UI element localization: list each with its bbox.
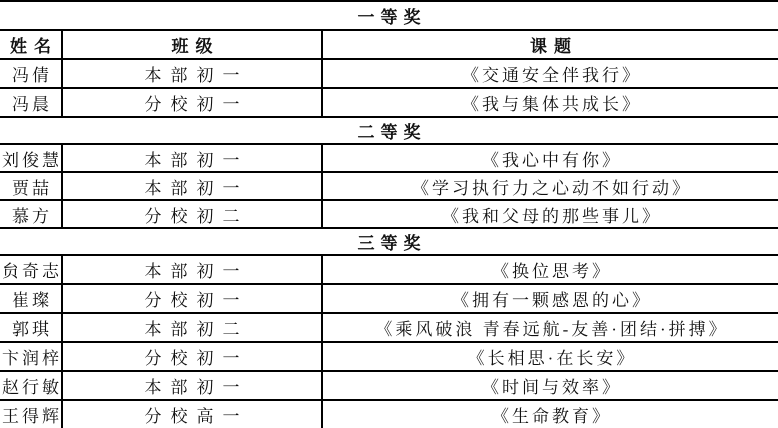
topic-cell: 《长相思·在长安》: [467, 349, 637, 368]
column-header-name: 姓名: [0, 31, 63, 58]
topic-cell: 《我心中有你》: [482, 150, 622, 170]
table-row: [0, 145, 778, 173]
class-cell: 本部初一: [63, 256, 323, 283]
topic-cell: 《生命教育》: [492, 407, 612, 426]
section-title-third-prize: 三等奖: [0, 229, 778, 256]
table-row: [0, 201, 778, 229]
topic-cell: 《我与集体共成长》: [462, 95, 642, 114]
class-cell: 分校初二: [63, 201, 323, 227]
name-cell: 卞润梓: [0, 343, 63, 370]
class-cell: 分校高一: [63, 401, 323, 428]
class-cell: 本部初一: [63, 372, 323, 399]
name-cell: 郭琪: [0, 314, 63, 341]
class-cell: 本部初一: [63, 145, 323, 171]
class-cell: 分校初一: [63, 285, 323, 312]
name-cell: 贾喆: [0, 173, 63, 199]
table-row: [0, 343, 778, 372]
topic-cell: 《我和父母的那些事儿》: [442, 206, 662, 226]
section-title-second-prize: 二等奖: [0, 118, 778, 145]
column-header-topic: 课题: [530, 37, 578, 56]
name-cell: 冯倩: [0, 60, 63, 87]
table-row: [0, 401, 778, 428]
name-cell: 崔璨: [0, 285, 63, 312]
topic-cell: 《交通安全伴我行》: [462, 66, 642, 85]
topic-cell: 《学习执行力之心动不如行动》: [412, 178, 692, 198]
class-cell: 本部初二: [63, 314, 323, 341]
class-cell: 本部初一: [63, 60, 323, 87]
table-row: [0, 285, 778, 314]
name-cell: 刘俊慧: [0, 145, 63, 171]
name-cell: 贠奇志: [0, 256, 63, 283]
topic-cell: 《拥有一颗感恩的心》: [452, 291, 652, 310]
topic-cell: 《时间与效率》: [482, 378, 622, 397]
table-row: [0, 256, 778, 285]
name-cell: 王得辉: [0, 401, 63, 428]
column-header-class: 班级: [63, 31, 323, 58]
name-cell: 冯晨: [0, 89, 63, 116]
class-cell: 分校初一: [63, 343, 323, 370]
class-cell: 分校初一: [63, 89, 323, 116]
topic-cell: 《乘风破浪 青春远航-友善·团结·拼搏》: [375, 320, 729, 339]
table-row: [0, 89, 778, 118]
name-cell: 赵行敏: [0, 372, 63, 399]
table-header-row: [0, 31, 778, 60]
table-row: [0, 173, 778, 201]
table-row: [0, 60, 778, 89]
table-row: [0, 314, 778, 343]
table-row: [0, 372, 778, 401]
name-cell: 慕方: [0, 201, 63, 227]
topic-cell: 《换位思考》: [492, 262, 612, 281]
section-title-first-prize: 一等奖: [0, 2, 778, 31]
class-cell: 本部初一: [63, 173, 323, 199]
